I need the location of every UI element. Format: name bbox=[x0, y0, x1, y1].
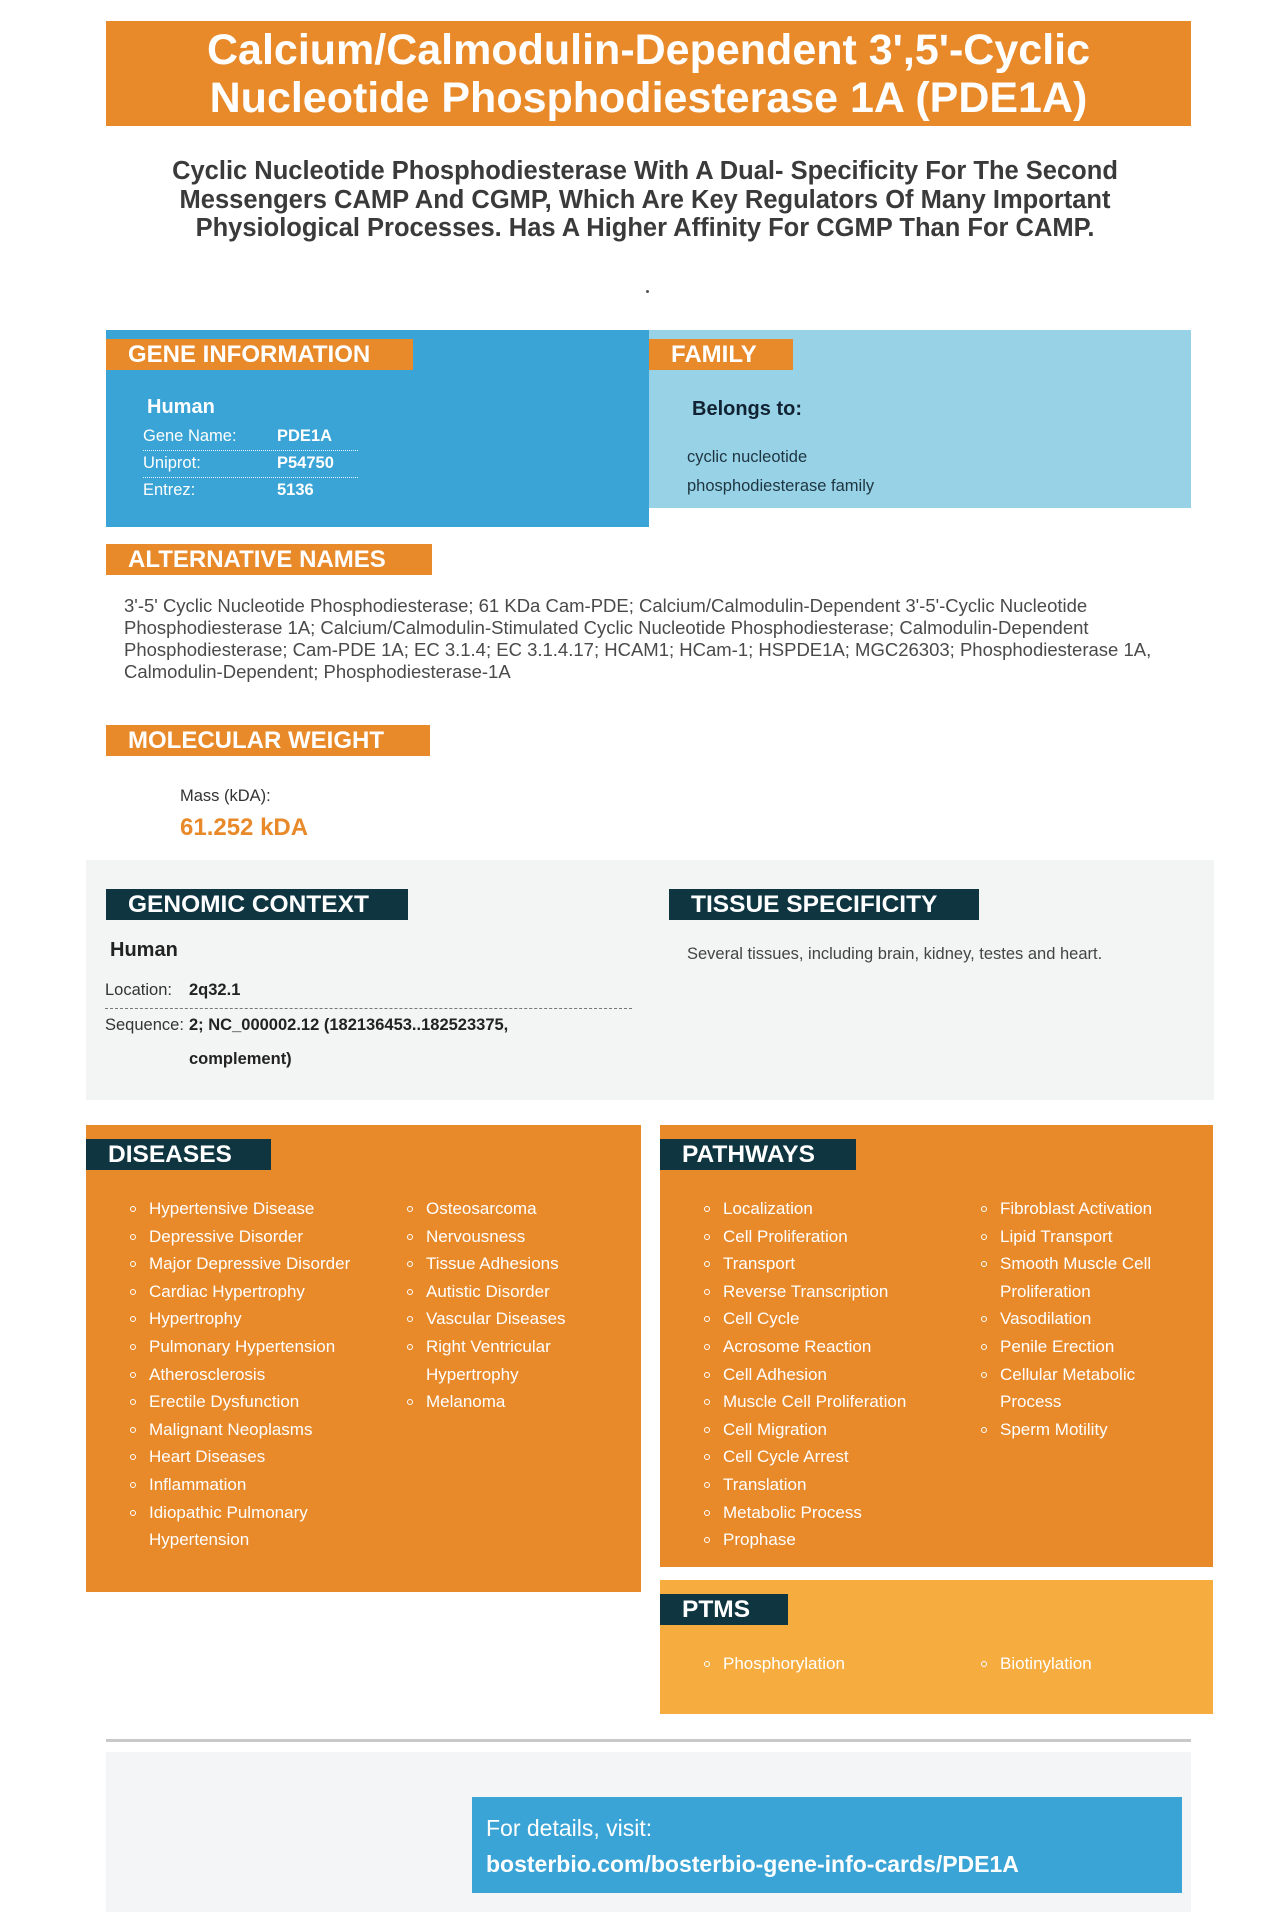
list-item: Atherosclerosis bbox=[130, 1361, 360, 1389]
protein-description: Cyclic Nucleotide Phosphodiesterase With A Dual- Specificity For The Second Messengers CAMP And CGMP, Which Are Key Regulators Of Many Important Physiological Processes. Has A Higher Affinity For CGMP Than For CAMP. bbox=[172, 157, 1118, 242]
list-item: Vasodilation bbox=[981, 1305, 1186, 1333]
list-item: Cell Cycle Arrest bbox=[704, 1443, 954, 1471]
entrez-value: 5136 bbox=[277, 481, 314, 499]
list-item: Phosphorylation bbox=[704, 1650, 934, 1678]
list-item: Cell Proliferation bbox=[704, 1223, 954, 1251]
list-item: Fibroblast Activation bbox=[981, 1195, 1186, 1223]
list-item: Vascular Diseases bbox=[407, 1305, 607, 1333]
molecular-weight-heading: MOLECULAR WEIGHT bbox=[106, 725, 430, 756]
list-item: Erectile Dysfunction bbox=[130, 1388, 360, 1416]
page-title: Calcium/Calmodulin-Dependent 3',5'-Cyclic Nucleotide Phosphodiesterase 1A (PDE1A) bbox=[206, 25, 1090, 122]
list-item: Pulmonary Hypertension bbox=[130, 1333, 360, 1361]
uniprot-row bbox=[143, 451, 358, 478]
diseases-heading: DISEASES bbox=[86, 1139, 271, 1170]
list-item: Acrosome Reaction bbox=[704, 1333, 954, 1361]
list-item: Cell Migration bbox=[704, 1416, 954, 1444]
list-item: Sperm Motility bbox=[981, 1416, 1186, 1444]
list-item: Lipid Transport bbox=[981, 1223, 1186, 1251]
list-item: Biotinylation bbox=[981, 1650, 1181, 1678]
ptms-list-col1 bbox=[704, 1650, 934, 1678]
list-item: Prophase bbox=[704, 1526, 954, 1554]
pathways-list-col2 bbox=[981, 1195, 1186, 1443]
list-item: Transport bbox=[704, 1250, 954, 1278]
list-item: Cellular Metabolic Process bbox=[981, 1361, 1186, 1416]
list-item: Cardiac Hypertrophy bbox=[130, 1278, 360, 1306]
list-item: Autistic Disorder bbox=[407, 1278, 607, 1306]
list-item: Cell Cycle bbox=[704, 1305, 954, 1333]
gene-name-row bbox=[143, 424, 358, 451]
genomic-context-heading: GENOMIC CONTEXT bbox=[106, 889, 408, 920]
list-item: Nervousness bbox=[407, 1223, 607, 1251]
location-value: 2q32.1 bbox=[189, 981, 241, 999]
sequence-value: 2; NC_000002.12 (182136453..182523375, complement) bbox=[189, 1016, 509, 1068]
alternative-names-text: 3'-5' Cyclic Nucleotide Phosphodiesterase; 61 KDa Cam-PDE; Calcium/Calmodulin-Dependent 3'-5'-Cyclic Nucleotide Phosphodiesterase 1A; Calcium/Calmodulin-Stimulated Cyclic Nucleotide Phosphodiesterase; Calmodulin-Dependent Phosphodiesterase; Cam-PDE 1A; EC 3.1.4; EC 3.1.4.17; HCAM1; HCam-1; HSPDE1A; MGC26303; Phosphodiesterase 1A, Calmodulin-Dependent; Phosphodiesterase-1A bbox=[124, 595, 1152, 682]
gene-species: Human bbox=[147, 396, 215, 418]
list-item: Inflammation bbox=[130, 1471, 360, 1499]
footer-divider bbox=[106, 1739, 1191, 1742]
list-item: Localization bbox=[704, 1195, 954, 1223]
list-item: Malignant Neoplasms bbox=[130, 1416, 360, 1444]
sequence-label: Sequence: bbox=[105, 1016, 184, 1034]
diseases-list-col1 bbox=[130, 1195, 360, 1554]
list-item: Translation bbox=[704, 1471, 954, 1499]
list-item: Muscle Cell Proliferation bbox=[704, 1388, 954, 1416]
pathways-list-col1 bbox=[704, 1195, 954, 1554]
tissue-specificity-heading: TISSUE SPECIFICITY bbox=[669, 889, 979, 920]
title-banner bbox=[106, 21, 1191, 126]
entrez-row bbox=[143, 478, 358, 504]
decorative-dot bbox=[646, 290, 649, 293]
ptms-heading: PTMS bbox=[660, 1594, 788, 1625]
list-item: Reverse Transcription bbox=[704, 1278, 954, 1306]
genomic-species: Human bbox=[110, 939, 178, 961]
list-item: Smooth Muscle Cell Proliferation bbox=[981, 1250, 1186, 1305]
list-item: Melanoma bbox=[407, 1388, 607, 1416]
list-item: Tissue Adhesions bbox=[407, 1250, 607, 1278]
mass-value: 61.252 kDA bbox=[180, 814, 309, 841]
list-item: Metabolic Process bbox=[704, 1499, 954, 1527]
list-item: Hypertensive Disease bbox=[130, 1195, 360, 1223]
list-item: Cell Adhesion bbox=[704, 1361, 954, 1389]
family-name: cyclic nucleotide phosphodiesterase family bbox=[687, 448, 875, 495]
tissue-specificity-text: Several tissues, including brain, kidney, testes and heart. bbox=[687, 945, 1103, 963]
gene-name-value: PDE1A bbox=[277, 427, 333, 445]
uniprot-value: P54750 bbox=[277, 454, 334, 472]
alternative-names-heading: ALTERNATIVE NAMES bbox=[106, 544, 432, 575]
list-item: Heart Diseases bbox=[130, 1443, 360, 1471]
details-link-box[interactable] bbox=[472, 1797, 1182, 1893]
list-item: Osteosarcoma bbox=[407, 1195, 607, 1223]
list-item: Penile Erection bbox=[981, 1333, 1186, 1361]
list-item: Hypertrophy bbox=[130, 1305, 360, 1333]
gene-name-label: Gene Name: bbox=[143, 427, 237, 445]
details-link[interactable]: bosterbio.com/bosterbio-gene-info-cards/PDE1A bbox=[486, 1851, 1019, 1877]
diseases-list-col2 bbox=[407, 1195, 607, 1416]
family-heading: FAMILY bbox=[649, 339, 793, 370]
family-belongs-label: Belongs to: bbox=[692, 398, 802, 420]
list-item: Major Depressive Disorder bbox=[130, 1250, 360, 1278]
uniprot-label: Uniprot: bbox=[143, 454, 201, 472]
list-item: Right Ventricular Hypertrophy bbox=[407, 1333, 607, 1388]
mass-label: Mass (kDA): bbox=[180, 787, 271, 805]
ptms-list-col2 bbox=[981, 1650, 1181, 1678]
entrez-label: Entrez: bbox=[143, 481, 196, 499]
list-item: Depressive Disorder bbox=[130, 1223, 360, 1251]
list-item: Idiopathic Pulmonary Hypertension bbox=[130, 1499, 360, 1554]
details-label: For details, visit: bbox=[486, 1815, 653, 1841]
location-label: Location: bbox=[105, 981, 172, 999]
pathways-heading: PATHWAYS bbox=[660, 1139, 856, 1170]
gene-info-heading: GENE INFORMATION bbox=[106, 339, 413, 370]
